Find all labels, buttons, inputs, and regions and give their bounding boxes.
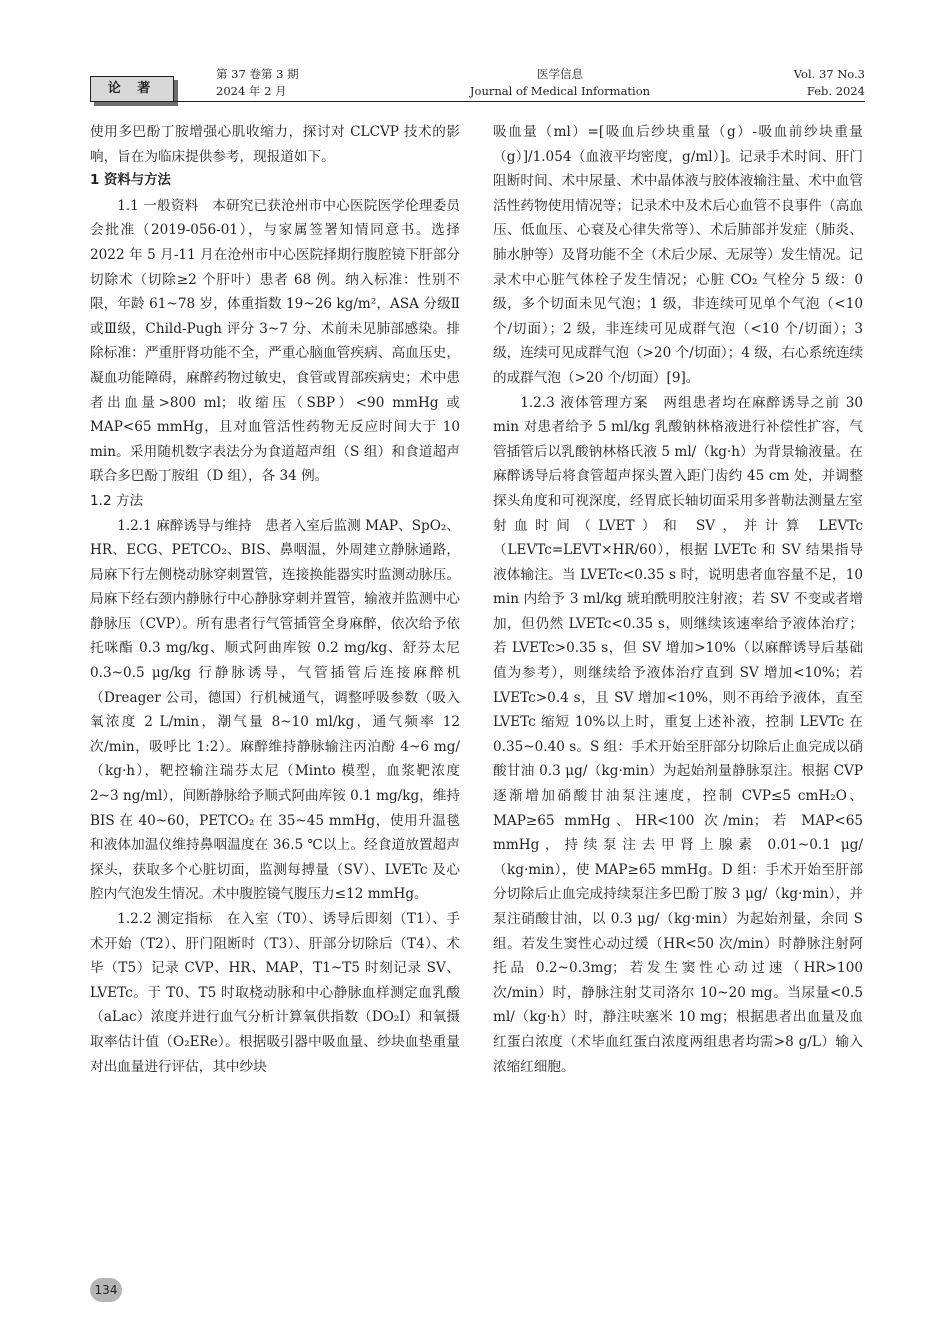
- page-header: [90, 64, 865, 104]
- volume-issue: 第 37 卷第 3 期: [216, 67, 299, 81]
- header-center: [450, 66, 670, 100]
- date-en: Feb. 2024: [806, 84, 865, 98]
- section-tag: 论 著: [90, 76, 174, 102]
- page-number: 134: [90, 1278, 122, 1302]
- paragraph-anesthesia: 1.2.1 麻醉诱导与维持 患者入室后监测 MAP、SpO₂、HR、ECG、PETCO₂、BIS、鼻咽温，外周建立静脉通路，局麻下行左侧桡动脉穿刺置管，连接换能器实时监测动脉压。局麻下经右颈内静脉行中心静脉穿刺并置管，输液并监测中心静脉压（CVP）。所有患者行气管插管全身麻醉，依次给予依托咪酯 0.3 mg/kg、顺式阿曲库铵 0.2 mg/kg、舒芬太尼 0.3~0.5 μg/kg 行静脉诱导，气管插管后连接麻醉机（Dreager 公司，德国）行机械通气，调整呼吸参数（吸入氧浓度 2 L/min，潮气量 8~10 ml/kg，通气频率 12 次/min，吸呼比 1:2）。麻醉维持静脉输注丙泊酚 4~6 mg/（kg·h），靶控输注瑞芬太尼（Minto 模型，血浆靶浓度 2~3 ng/ml），间断静脉给予顺式阿曲库铵 0.1 mg/kg，维持 BIS 在 40~60，PETCO₂ 在 35~45 mmHg，使用升温毯和液体加温仪维持鼻咽温度在 36.5 ℃以上。经食道放置超声探头，获取多个心脏切面，监测每搏量（SV）、LVETc 及心腔内气泡发生情况。术中腹腔镜气腹压力≤12 mmHg。: [90, 517, 460, 903]
- paragraph-indicators: 1.2.2 测定指标 在入室（T0）、诱导后即刻（T1）、手术开始（T2）、肝门阻断时（T3）、肝部分切除后（T4）、术毕（T5）记录 CVP、HR、MAP，T1~T5 时刻记录 SV、LVETc。于 T0、T5 时取桡动脉和中心静脉血样测定血乳酸（aLac）浓度并进行血气分析计算氧供指数（DO₂I）和氧摄取率估计值（O₂ERe）。根据吸引器中吸血量、纱块血垫重量对出血量进行评估，其中纱块: [90, 911, 460, 1075]
- right-column: [493, 120, 863, 1079]
- journal-title-en: Journal of Medical Information: [469, 84, 651, 98]
- left-column: [90, 120, 460, 1079]
- section-heading-methods: 1 资料与方法: [90, 173, 171, 189]
- volume-en: Vol. 37 No.3: [793, 67, 865, 81]
- paragraph-blood-loss: 吸血量（ml）=[吸血后纱块重量（g）-吸血前纱块重量（g）]/1.054（血液平均密度，g/ml）]。记录手术时间、肝门阻断时间、术中尿量、术中晶体液与胶体液输注量、术中血管活性药物使用情况等；记录术中及术后心血管不良事件（高血压、低血压、心衰及心律失常等）、术后肺部并发症（肺炎、肺水肿等）及肾功能不全（术后少尿、无尿等）发生情况。记录术中心脏气体栓子发生情况；心脏 CO₂ 气栓分 5 级：0 级，多个切面未见气泡；1 级，非连续可见单个气泡（<10 个/切面）；2 级，非连续可见成群气泡（<10 个/切面）；3 级，连续可见成群气泡（>20 个/切面）；4 级，右心系统连续的成群气泡（>20 个/切面）[9]。: [493, 124, 864, 386]
- journal-title-cn: 医学信息: [537, 67, 583, 81]
- subsection-heading-methods: 1.2 方法: [90, 492, 144, 509]
- paragraph-intro-end: 使用多巴酚丁胺增强心肌收缩力，探讨对 CLCVP 技术的影响，旨在为临床提供参考，现报道如下。: [90, 124, 460, 165]
- header-rule: [174, 101, 865, 102]
- header-right: [794, 66, 865, 100]
- paragraph-general-data: 1.1 一般资料 本研究已获沧州市中心医院医学伦理委员会批准（2019-056-01），与家属签署知情同意书。选择 2022 年 5 月-11 月在沧州市中心医院择期行腹腔镜下肝部分切除术（切除≥2 个肝叶）患者 68 例。纳入标准：性别不限，年龄 61~78 岁，体重指数 19~26 kg/m²，ASA 分级Ⅱ或Ⅲ级，Child-Pugh 评分 3~7 分、术前未见肺部感染。排除标准：严重肝肾功能不全，严重心脑血管疾病、高血压史，凝血功能障碍，麻醉药物过敏史，食管或胃部疾病史；术中患者出血量>800 ml；收缩压（SBP）<90 mmHg 或 MAP<65 mmHg，且对血管活性药物无反应时间大于 10 min。采用随机数字表法分为食道超声组（S 组）和食道超声联合多巴酚丁胺组（D 组），各 34 例。: [90, 197, 460, 485]
- header-left: [216, 66, 299, 100]
- date-cn: 2024 年 2 月: [216, 84, 287, 98]
- paragraph-fluid-management: 1.2.3 液体管理方案 两组患者均在麻醉诱导之前 30 min 对患者给予 5 ml/kg 乳酸钠林格液进行补偿性扩容，气管插管后以乳酸钠林格氏液 5 ml/（kg·h）为背景输液量。在麻醉诱导后将食管超声探头置入距门齿约 45 cm 处，并调整探头角度和可视深度，经胃底长轴切面采用多普勒法测量左室射血时间（LVET）和 SV，并计算 LEVTc（LEVTc=LEVT×HR/60），根据 LVETc 和 SV 结果指导液体输注。当 LVETc<0.35 s 时，说明患者血容量不足，10 min 内给予 3 ml/kg 琥珀酰明胶注射液；若 SV 不变或者增加，但仍然 LVETc<0.35 s，则继续该速率给予液体治疗；若 LVETc>0.35 s，但 SV 增加>10%（以麻醉诱导后基础值为参考），则继续给予液体治疗直到 SV 增加<10%；若 LVETc>0.4 s，且 SV 增加<10%，则不再给予液体，直至 LVETc 缩短 10%以上时，重复上述补液，控制 LEVTc 在 0.35~0.40 s。S 组：手术开始至肝部分切除后止血完成以硝酸甘油 0.3 μg/（kg·min）为起始剂量静脉泵注。根据 CVP 逐渐增加硝酸甘油泵注速度，控制 CVP≤5 cmH₂O、MAP≥65 mmHg、HR<100 次/min；若 MAP<65 mmHg，持续泵注去甲肾上腺素 0.01~0.1 μg/（kg·min），使 MAP≥65 mmHg。D 组：手术开始至肝部分切除后止血完成持续泵注多巴酚丁胺 3 μg/（kg·min），并泵注硝酸甘油，以 0.3 μg/（kg·min）为起始剂量，余同 S 组。若发生窦性心动过缓（HR<50 次/min）时静脉注射阿托品 0.2~0.3mg；若发生窦性心动过速（HR>100 次/min）时，静脉注射艾司洛尔 10~20 mg。当尿量<0.5 ml/（kg·h）时，静注呋塞米 10 mg；根据患者出血量及血红蛋白浓度（术毕血红蛋白浓度两组患者均需>8 g/L）输入浓缩红细胞。: [493, 394, 863, 1075]
